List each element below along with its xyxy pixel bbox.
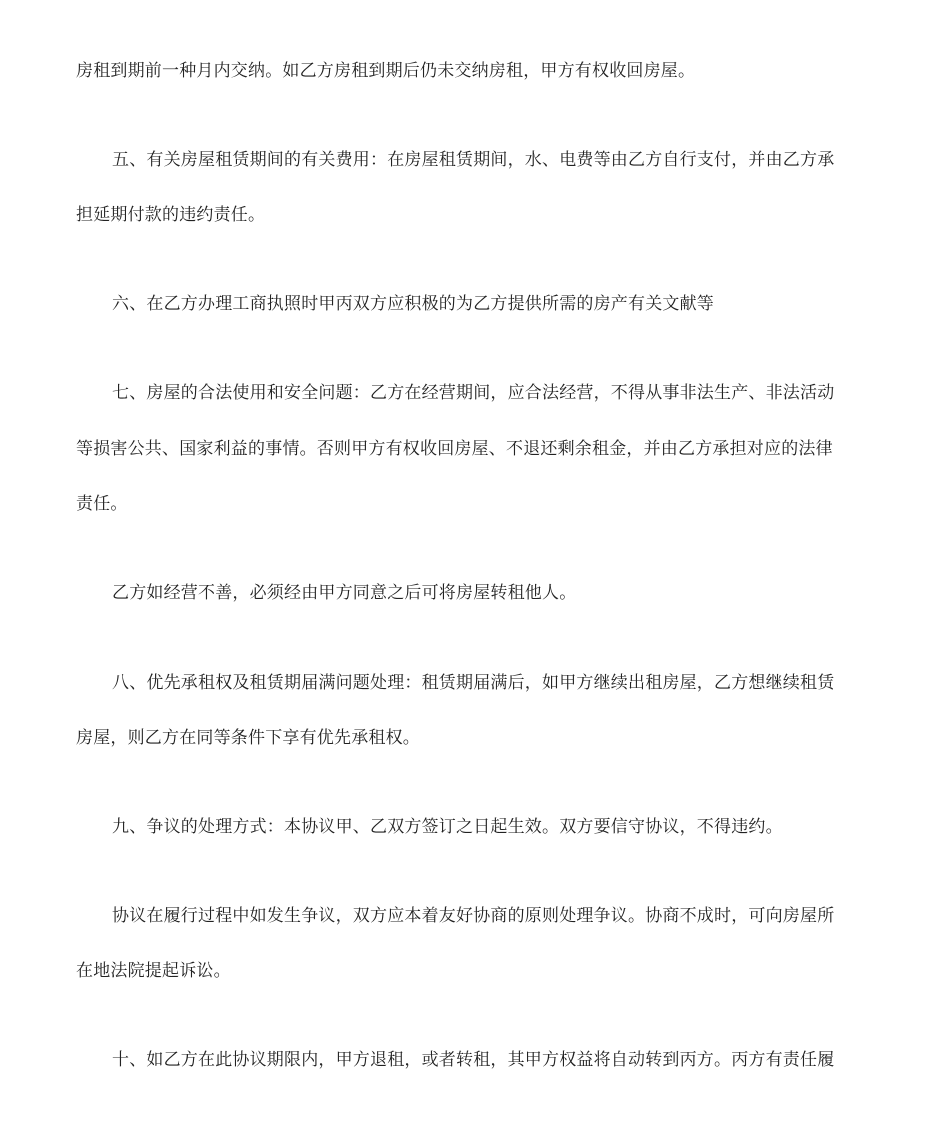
- text-line: 九、争议的处理方式：本协议甲、乙双方签订之日起生效。双方要信守协议，不得违约。: [112, 817, 783, 837]
- text-line: 六、在乙方办理工商执照时甲丙双方应积极的为乙方提供所需的房产有关文献等: [112, 294, 714, 314]
- text-line: 十、如乙方在此协议期限内，甲方退租，或者转租，其甲方权益将自动转到丙方。丙方有责任履: [112, 1050, 835, 1070]
- text-line: 担延期付款的违约责任。: [76, 205, 266, 225]
- text-line: 责任。: [76, 494, 128, 514]
- text-line: 八、优先承租权及租赁期届满问题处理：租赁期届满后，如甲方继续出租房屋，乙方想继续租赁: [112, 673, 835, 693]
- text-line: 协议在履行过程中如发生争议，双方应本着友好协商的原则处理争议。协商不成时，可向房屋所: [112, 906, 835, 926]
- text-line: 在地法院提起诉讼。: [76, 961, 231, 981]
- text-line: 房租到期前一种月内交纳。如乙方房租到期后仍未交纳房租，甲方有权收回房屋。: [76, 61, 696, 81]
- text-line: 乙方如经营不善，必须经由甲方同意之后可将房屋转租他人。: [112, 583, 577, 603]
- text-line: 五、有关房屋租赁期间的有关费用：在房屋租赁期间，水、电费等由乙方自行支付，并由乙方承: [112, 150, 835, 170]
- text-line: 七、房屋的合法使用和安全问题：乙方在经营期间，应合法经营，不得从事非法生产、非法活动: [112, 383, 835, 403]
- text-line: 等损害公共、国家利益的事情。否则甲方有权收回房屋、不退还剩余租金，并由乙方承担对应的法律: [76, 439, 833, 459]
- text-line: 房屋，则乙方在同等条件下享有优先承租权。: [76, 728, 420, 748]
